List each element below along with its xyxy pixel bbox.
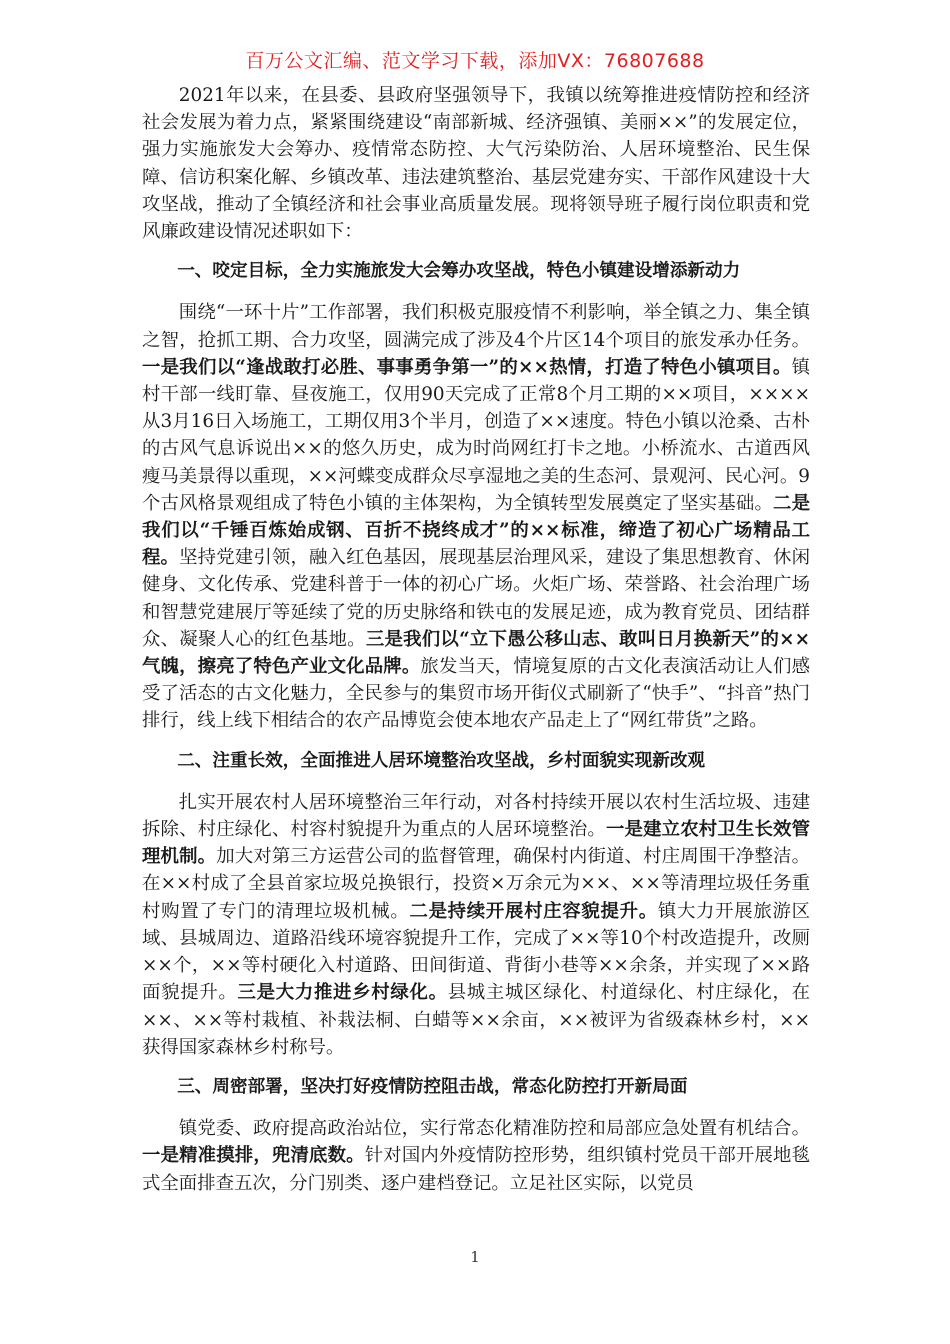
page-number: 1 [470, 1248, 480, 1266]
section-2-point-3: 三是大力推进乡村绿化。 [237, 982, 448, 1004]
intro-paragraph: 2021年以来，在县委、县政府坚强领导下，我镇以统筹推进疫情防控和经济社会发展为着力点，紧紧围绕建设“南部新城、经济强镇、美丽××”的发展定位，强力实施旅发大会筹办、疫情常态防控、大气污染防治、人居环境整治、民生保障、信访积案化解、乡镇改革、违法建筑整治、基层党建夯实、干部作风建设十大攻坚战，推动了全镇经济和社会事业高质量发展。现将领导班子履行岗位职责和党风廉政建设情况述职如下： [142, 85, 810, 243]
watermark-header: 百万公文汇编、范文学习下载，添加VX：76807688 [245, 50, 705, 72]
section-2-text: 加大对第三方运营公司的监督管理，确保村内街道、村庄周围干净整洁。在××村成了全县首家垃圾兑换银行，投资×万余元为××、××等清理垃圾任务重村购置了专门的清理垃圾机械。 [142, 846, 810, 922]
section-3-text: 镇党委、政府提高政治站位，实行常态化精准防控和局部应急处置有机结合。 [178, 1118, 810, 1140]
section-3-text: 针对国内外疫情防控形势，组织镇村党员干部开展地毯式全面排查五次，分门别类、逐户建档登记。立足社区实际，以党员 [142, 1145, 810, 1194]
section-2-text: 扎实开展农村人居环境整治三年行动，对各村持续开展以农村生活垃圾、违建拆除、村庄绿化、村容村貌提升为重点的人居环境整治。 [142, 791, 810, 841]
section-1-text: 旅发当天，情境复原的古文化表演活动让人们感受了活态的古文化魅力，全民参与的集贸市场开街仪式刷新了“快手”、“抖音”热门排行，线上线下相结合的农产品博览会使本地农产品走上了“网红带货”之路。 [142, 656, 810, 732]
section-3-paragraph [142, 1115, 810, 1197]
section-2-text: 县城主城区绿化、村道绿化、村庄绿化，在××、××等村栽植、补栽法桐、白蜡等××余亩，××被评为省级森林乡村，××获得国家森林乡村称号。 [142, 982, 810, 1058]
section-1-text: 围绕“一环十片”工作部署，我们积极克服疫情不利影响，举全镇之力、集全镇之智，抢抓工期、合力攻坚，圆满完成了涉及4个片区14个项目的旅发承办任务。 [142, 302, 810, 351]
section-2-heading: 二、注重长效，全面推进人居环境整治攻坚战，乡村面貌实现新改观 [177, 750, 706, 771]
section-1-text: 镇村干部一线盯靠、昼夜施工，仅用90天完成了正常8个月工期的××项目，××××从3月16日入场施工，工期仅用3个半月，创造了××速度。特色小镇以沧桑、古朴的古风气息诉说出××的悠久历史，成为时尚网红打卡之地。小桥流水、古道西风瘦马美景得以重现，××河蝶变成群众尽享湿地之美的生态河、景观河、民心河。9个古风格景观组成了特色小镇的主体架构，为全镇转型发展奠定了坚实基础。 [142, 356, 810, 514]
section-1-heading: 一、咬定目标，全力实施旅发大会筹办攻坚战，特色小镇建设增添新动力 [177, 261, 741, 282]
section-2-text: 镇大力开展旅游区域、县城周边、道路沿线环境容貌提升工作，完成了××等10个村改造提升，改厕××个，××等村硬化入村道路、田间街道、背街小巷等××余条，并实现了××路面貌提升。 [142, 900, 810, 1004]
section-1-point-1: 一是我们以“逢战敢打必胜、事事勇争第一”的××热情，打造了特色小镇项目。 [142, 356, 792, 378]
section-1-point-3: 三是我们以“立下愚公移山志、敢叫日月换新天”的××气魄，擦亮了特色产业文化品牌。 [142, 628, 810, 678]
section-2-paragraph [142, 789, 810, 1061]
section-3-point-1: 一是精准摸排，兜清底数。 [142, 1145, 365, 1167]
section-1-paragraph [142, 299, 810, 734]
section-2-point-2: 二是持续开展村庄容貌提升。 [409, 900, 658, 922]
section-1-point-2: 二是我们以“千锤百炼始成钢、百折不挠终成才”的××标准，缔造了初心广场精品工程。 [142, 492, 810, 569]
section-2-point-1: 一是建立农村卫生长效管理机制。 [142, 819, 810, 868]
section-1-text: 坚持党建引领，融入红色基因，展现基层治理风采，建设了集思想教育、休闲健身、文化传承、党建科普于一体的初心广场。火炬广场、荣誉路、社会治理广场和智慧党建展厅等延续了党的历史脉络和铁屯的发展足迹，成为教育党员、团结群众、凝聚人心的红色基地。 [142, 547, 810, 650]
section-3-heading: 三、周密部署，坚决打好疫情防控阻击战，常态化防控打开新局面 [177, 1076, 688, 1097]
document-body [142, 82, 810, 1197]
